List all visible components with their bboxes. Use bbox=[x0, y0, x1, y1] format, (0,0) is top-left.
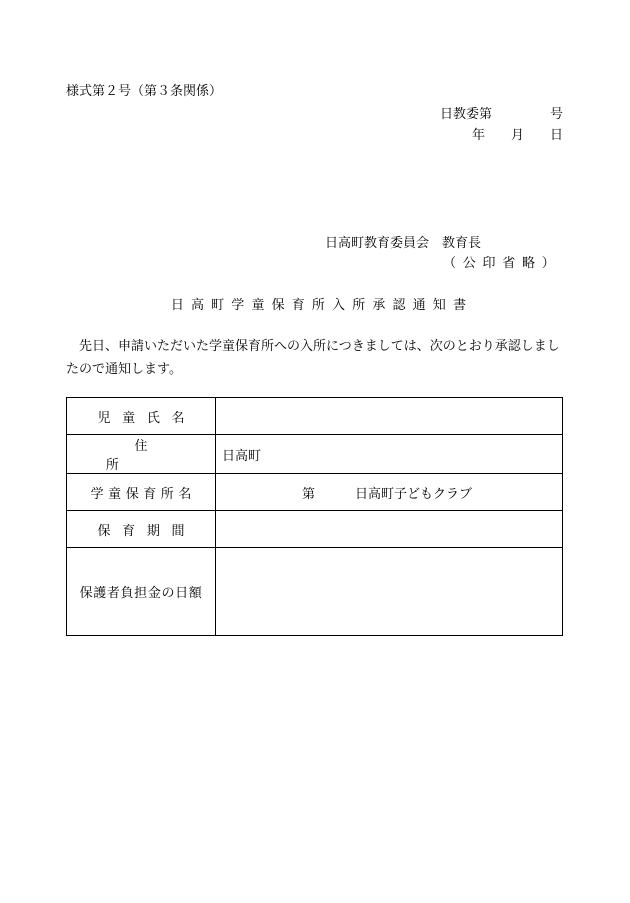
document-number-suffix: 号 bbox=[549, 107, 563, 122]
document-date bbox=[472, 124, 563, 143]
issuer-title: 教育長 bbox=[442, 236, 482, 251]
address-label: 住所 bbox=[105, 439, 205, 473]
guardian-fee-label: 保護者負担金の日額 bbox=[79, 586, 203, 601]
issuer bbox=[325, 232, 481, 251]
row-label bbox=[67, 398, 216, 435]
date-year-label: 年 bbox=[471, 128, 485, 143]
facility-name-label: 学童保育所名 bbox=[90, 486, 196, 502]
document-number-prefix: 日教委第 bbox=[439, 107, 492, 122]
child-name-label: 児童氏名 bbox=[97, 410, 197, 426]
seal-omitted-note: （ 公 印 省 略 ） bbox=[443, 256, 556, 271]
issuer-organization: 日高町教育委員会 bbox=[325, 236, 430, 251]
care-period-value bbox=[216, 511, 563, 548]
detail-table bbox=[66, 397, 563, 636]
date-day-label: 日 bbox=[549, 128, 563, 143]
guardian-fee-value bbox=[216, 548, 563, 636]
table-row bbox=[67, 474, 563, 511]
date-month-label: 月 bbox=[510, 128, 524, 143]
facility-name-text: 日高町子どもクラブ bbox=[355, 486, 473, 502]
document-title: 日高町学童保育所入所承認通知書 bbox=[170, 298, 474, 313]
table-row bbox=[67, 548, 563, 636]
row-label bbox=[67, 435, 216, 474]
body-text: 先日、申請いただいた学童保育所への入所につきましては、次のとおり承認しましたので通知します。 bbox=[66, 339, 560, 377]
address-value: 日高町 bbox=[216, 435, 563, 474]
facility-number-prefix: 第 bbox=[302, 486, 316, 502]
child-name-value bbox=[216, 398, 563, 435]
row-label bbox=[67, 474, 216, 511]
row-label bbox=[67, 511, 216, 548]
table-row bbox=[67, 435, 563, 474]
table-row bbox=[67, 398, 563, 435]
facility-name-value bbox=[216, 474, 563, 511]
table-row bbox=[67, 511, 563, 548]
form-number: 様式第２号（第３条関係） bbox=[66, 84, 223, 99]
care-period-label: 保育期間 bbox=[97, 523, 197, 539]
row-label bbox=[67, 548, 216, 636]
document-number bbox=[440, 103, 563, 122]
